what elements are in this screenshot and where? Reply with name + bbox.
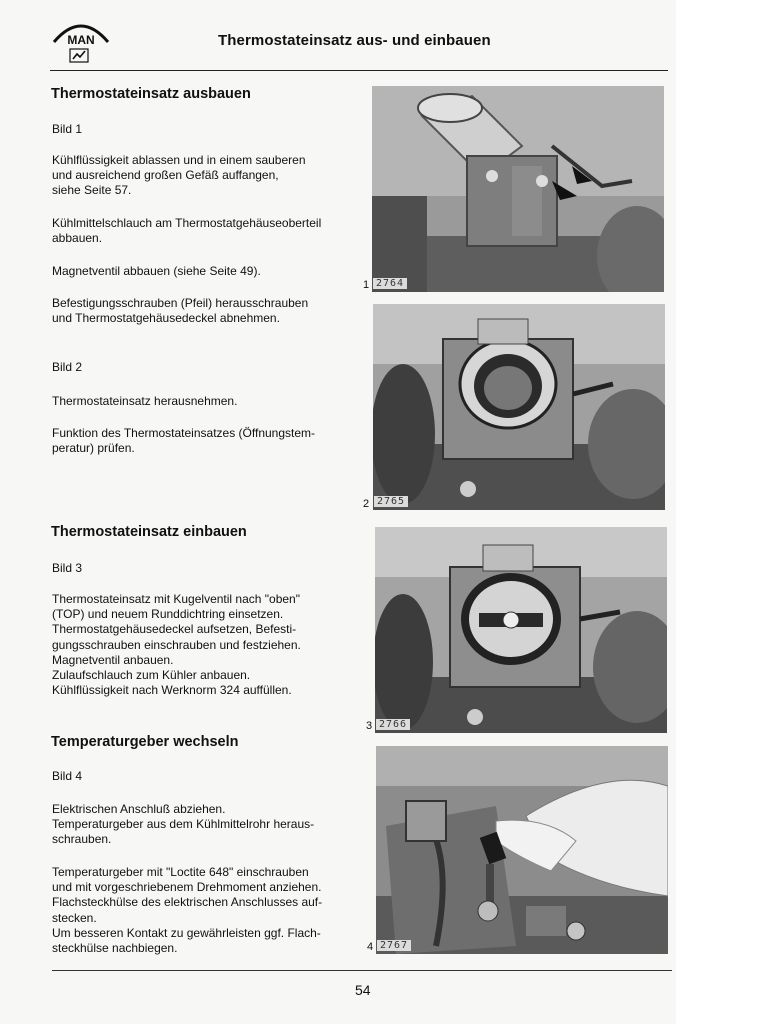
man-logo [50, 14, 112, 64]
figure-number-2: 2 [363, 498, 370, 510]
section-heading-install: Thermostateinsatz einbauen [51, 524, 247, 540]
paragraph-remove-sensor: Elektrischen Anschluß abziehen. Temperaturgeber aus dem Kühlmittelrohr heraus- schrauben. [52, 802, 315, 847]
paragraph-remove-insert: Thermostateinsatz herausnehmen. [52, 394, 238, 408]
paragraph-install-sensor: Temperaturgeber mit "Loctite 648" einschrauben und mit vorgeschriebenem Drehmoment anziehen. Flachsteckhülse des elektrischen Anschlusses auf- stecken. Um besseren Kontakt zu gewährleisten ggf. Flach- steckhülse nachbiegen. [52, 865, 323, 956]
figure-label-4: Bild 4 [52, 769, 83, 783]
figure-code-3: 2766 [376, 719, 410, 730]
page-number: 54 [355, 982, 371, 998]
figure-code-4: 2767 [377, 940, 411, 951]
temperature-sensor-photo [376, 746, 668, 954]
figure-label-2: Bild 2 [52, 360, 83, 374]
figure-number-3: 3 [366, 720, 373, 732]
svg-text:MAN: MAN [67, 33, 95, 47]
page-header-title: Thermostateinsatz aus- und einbauen [218, 32, 491, 49]
thermostat-open-housing-photo [373, 304, 665, 510]
section-heading-sensor: Temperaturgeber wechseln [51, 734, 239, 750]
thermostat-insert-photo [375, 527, 667, 733]
header-rule [50, 70, 668, 71]
figure-label-3: Bild 3 [52, 561, 83, 575]
paragraph-check-function: Funktion des Thermostateinsatzes (Öffnungstem- peratur) prüfen. [52, 426, 316, 456]
figure-label-1: Bild 1 [52, 122, 83, 136]
footer-rule [52, 970, 672, 971]
thermostat-housing-photo [372, 86, 664, 292]
figure-code-1: 2764 [373, 278, 407, 289]
figure-number-1: 1 [363, 279, 370, 291]
section-heading-remove: Thermostateinsatz ausbauen [51, 86, 251, 102]
paragraph-remove-hose: Kühlmittelschlauch am Thermostatgehäuseoberteil abbauen. [52, 216, 322, 246]
figure-code-2: 2765 [374, 496, 408, 507]
paragraph-remove-solenoid: Magnetventil abbauen (siehe Seite 49). [52, 264, 261, 278]
figure-number-4: 4 [367, 941, 374, 953]
paragraph-remove-bolts: Befestigungsschrauben (Pfeil) herausschrauben und Thermostatgehäusedeckel abnehmen. [52, 296, 309, 326]
paragraph-install-steps: Thermostateinsatz mit Kugelventil nach "oben" (TOP) und neuem Runddichtring einsetzen. Thermostatgehäusedeckel aufsetzen, Befesti- gungsschrauben einschrauben und festziehen. Magnetventil anbauen. Zulaufschlauch zum Kühler anbauen. Kühlflüssigkeit nach Werknorm 324 auffüllen. [52, 592, 301, 698]
paragraph-drain-coolant: Kühlflüssigkeit ablassen und in einem sauberen und ausreichend großen Gefäß auffangen, siehe Seite 57. [52, 153, 306, 198]
